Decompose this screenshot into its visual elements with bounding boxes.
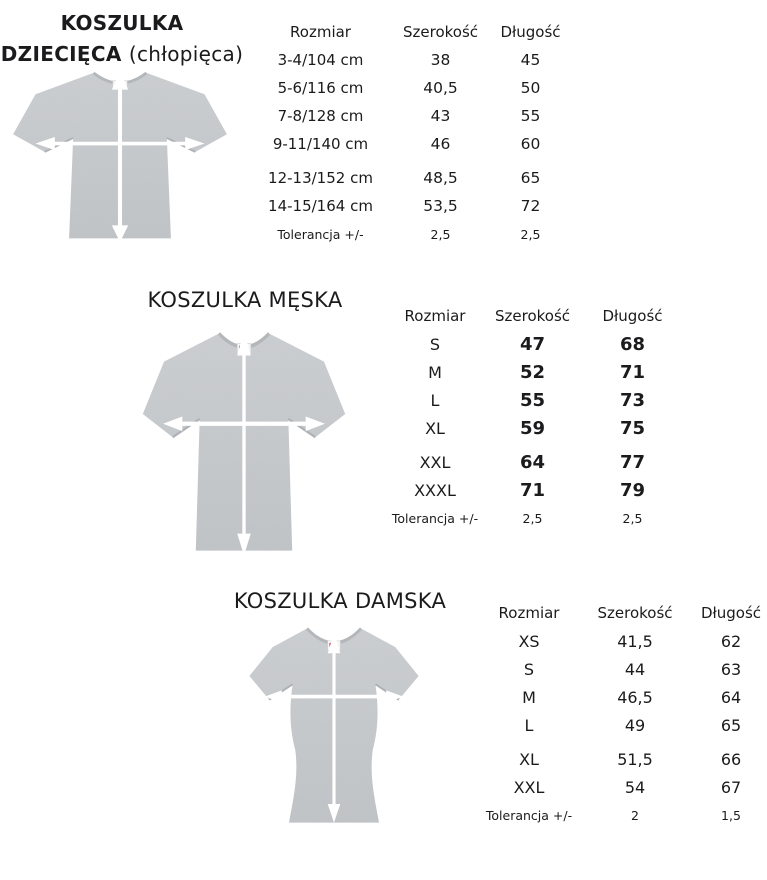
- size-column-header: Rozmiar: [498, 604, 560, 622]
- length-value-cell: 64: [720, 687, 742, 707]
- tolerance-width-value: 2,5: [430, 226, 451, 242]
- width-value-cell: 38: [430, 51, 451, 69]
- size-label-cell: XXXL: [414, 480, 456, 500]
- length-value-cell: 65: [720, 715, 742, 735]
- size-label-cell: M: [428, 362, 442, 382]
- tolerance-length-value: 1,5: [721, 807, 741, 823]
- width-value-cell: 52: [519, 361, 546, 383]
- womens-tshirt-image: [244, 614, 424, 836]
- size-label-cell: XL: [425, 418, 445, 438]
- size-label-cell: XS: [518, 631, 540, 651]
- table-row: [485, 627, 765, 655]
- size-label-cell: 3-4/104 cm: [277, 51, 364, 69]
- width-column-header: Szerokość: [597, 604, 673, 622]
- width-value-cell: 43: [430, 107, 451, 125]
- length-value-cell: 71: [619, 361, 646, 383]
- size-label-cell: 7-8/128 cm: [277, 107, 364, 125]
- tolerance-row: [485, 801, 765, 829]
- width-value-cell: 46: [430, 135, 451, 153]
- size-label-cell: XXL: [419, 452, 451, 472]
- size-label-cell: M: [522, 687, 536, 707]
- table-row: [248, 102, 573, 130]
- width-value-cell: 44: [624, 659, 646, 679]
- table-header-row: [390, 302, 680, 330]
- table-row: [248, 74, 573, 102]
- size-label-cell: S: [523, 659, 535, 679]
- mens-size-table: [390, 302, 680, 532]
- table-row: [390, 330, 680, 358]
- tolerance-label: Tolerancja +/-: [277, 226, 364, 242]
- tolerance-row: [390, 504, 680, 532]
- table-row: [390, 414, 680, 442]
- tolerance-width-value: 2,5: [522, 510, 543, 526]
- length-value-cell: 66: [720, 749, 742, 769]
- size-label-cell: XL: [519, 749, 539, 769]
- table-row: [248, 130, 573, 158]
- section-title-womens: [195, 589, 485, 613]
- tolerance-row: [248, 220, 573, 248]
- size-label-cell: 12-13/152 cm: [268, 169, 373, 187]
- size-label-cell: L: [524, 715, 534, 735]
- length-value-cell: 75: [619, 417, 646, 439]
- length-column-header: Długość: [602, 307, 663, 325]
- table-row: [485, 655, 765, 683]
- size-label-cell: XXL: [513, 777, 545, 797]
- table-row: [248, 46, 573, 74]
- kids-size-table: [248, 18, 573, 248]
- size-label-cell: L: [430, 390, 440, 410]
- table-row: [485, 711, 765, 739]
- length-value-cell: 55: [520, 107, 541, 125]
- size-label-cell: 14-15/164 cm: [268, 197, 373, 215]
- title-womens-text: KOSZULKA DAMSKA: [233, 589, 447, 613]
- table-row: [485, 683, 765, 711]
- width-column-header: Szerokość: [402, 23, 479, 41]
- kids-tshirt-image: [8, 58, 232, 244]
- table-header-row: [485, 599, 765, 627]
- width-value-cell: 54: [624, 777, 646, 797]
- width-column-header: Szerokość: [494, 307, 571, 325]
- length-value-cell: 73: [619, 389, 646, 411]
- width-value-cell: 41,5: [617, 631, 653, 651]
- width-value-cell: 46,5: [617, 687, 653, 707]
- tolerance-length-value: 2,5: [520, 226, 541, 242]
- size-column-header: Rozmiar: [404, 307, 466, 325]
- mens-tshirt-image: [138, 314, 350, 558]
- size-label-cell: 9-11/140 cm: [272, 135, 369, 153]
- tolerance-width-value: 2: [631, 807, 639, 823]
- table-row: [390, 358, 680, 386]
- width-value-cell: 48,5: [423, 169, 458, 187]
- tolerance-label: Tolerancja +/-: [391, 510, 479, 526]
- womens-size-table: [485, 599, 765, 829]
- title-mens-text: KOSZULKA MĘSKA: [147, 288, 343, 312]
- width-value-cell: 55: [519, 389, 546, 411]
- tolerance-label: Tolerancja +/-: [485, 807, 573, 823]
- length-value-cell: 79: [619, 479, 646, 501]
- width-value-cell: 49: [624, 715, 646, 735]
- length-value-cell: 72: [520, 197, 541, 215]
- length-value-cell: 67: [720, 777, 742, 797]
- title-kids-normal: (chłopięca): [128, 42, 244, 66]
- table-header-row: [248, 18, 573, 46]
- size-column-header: Rozmiar: [290, 23, 351, 41]
- size-label-cell: 5-6/116 cm: [277, 79, 364, 97]
- length-value-cell: 77: [619, 451, 646, 473]
- length-value-cell: 65: [520, 169, 541, 187]
- tolerance-length-value: 2,5: [622, 510, 643, 526]
- table-row: [485, 745, 765, 773]
- table-row: [390, 386, 680, 414]
- length-value-cell: 68: [619, 333, 646, 355]
- length-value-cell: 60: [520, 135, 541, 153]
- title-kids-line1: KOSZULKA: [60, 11, 184, 35]
- table-row: [390, 476, 680, 504]
- table-row: [248, 164, 573, 192]
- width-value-cell: 51,5: [617, 749, 653, 769]
- width-value-cell: 40,5: [423, 79, 458, 97]
- width-value-cell: 71: [519, 479, 546, 501]
- length-value-cell: 63: [720, 659, 742, 679]
- length-column-header: Długość: [500, 23, 561, 41]
- table-row: [390, 448, 680, 476]
- length-value-cell: 62: [720, 631, 742, 651]
- length-column-header: Długość: [700, 604, 762, 622]
- title-kids-bold: DZIECIĘCA: [0, 42, 122, 66]
- length-value-cell: 50: [520, 79, 541, 97]
- width-value-cell: 53,5: [423, 197, 458, 215]
- length-value-cell: 45: [520, 51, 541, 69]
- table-row: [248, 192, 573, 220]
- size-label-cell: S: [429, 334, 441, 354]
- width-value-cell: 47: [519, 333, 546, 355]
- width-value-cell: 59: [519, 417, 546, 439]
- table-row: [485, 773, 765, 801]
- section-title-mens: [100, 288, 390, 312]
- width-value-cell: 64: [519, 451, 546, 473]
